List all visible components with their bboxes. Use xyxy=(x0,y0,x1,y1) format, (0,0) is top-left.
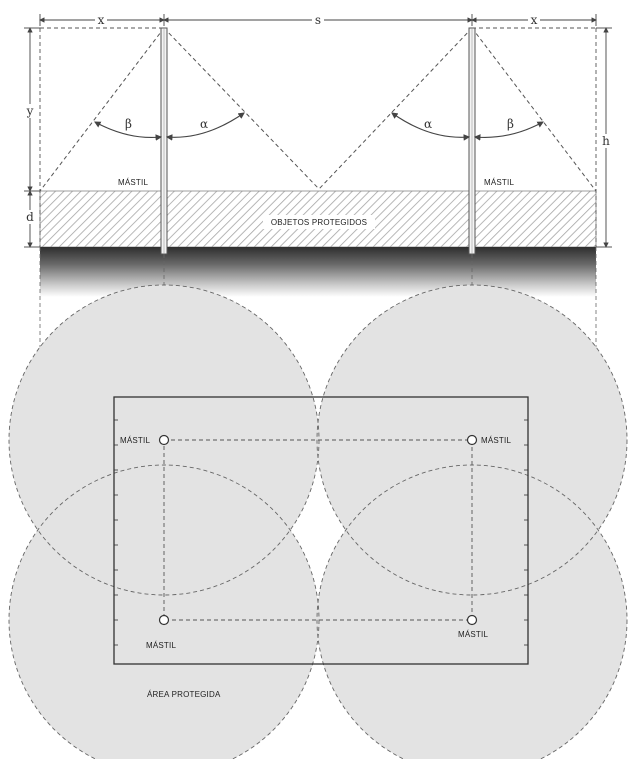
mast-label-elev-right: MÁSTIL xyxy=(484,178,515,187)
protected-area-label: ÁREA PROTEGIDA xyxy=(147,690,221,699)
angle-beta-right: β xyxy=(507,117,514,131)
angle-alpha-right: α xyxy=(424,117,433,131)
mast-point-bottom-right xyxy=(468,616,477,625)
angle-alpha-left: α xyxy=(200,117,209,131)
mast-left xyxy=(161,28,167,254)
mast-point-top-left xyxy=(160,436,169,445)
mast-label-elev-left: MÁSTIL xyxy=(118,178,149,187)
mast-point-top-right xyxy=(468,436,477,445)
mast-point-bottom-left xyxy=(160,616,169,625)
dim-s: s xyxy=(314,13,322,27)
dim-d: d xyxy=(26,210,34,224)
mast-right xyxy=(469,28,475,254)
dim-x-left: x xyxy=(97,13,105,27)
angle-beta-left: β xyxy=(125,117,132,131)
protected-objects-label: OBJETOS PROTEGIDOS xyxy=(270,218,368,227)
elevation-view xyxy=(24,13,612,297)
dim-y: y xyxy=(26,104,34,118)
mast-label-plan-bottom-left: MÁSTIL xyxy=(146,641,177,650)
mast-label-plan-top-right: MÁSTIL xyxy=(481,436,512,445)
dim-x-right: x xyxy=(530,13,538,27)
ground xyxy=(40,247,596,297)
mast-label-plan-bottom-right: MÁSTIL xyxy=(458,630,489,639)
dim-h: h xyxy=(602,134,610,148)
plan-view xyxy=(9,285,627,759)
protection-cone-lines xyxy=(40,28,596,191)
mast-label-plan-top-left: MÁSTIL xyxy=(120,436,151,445)
